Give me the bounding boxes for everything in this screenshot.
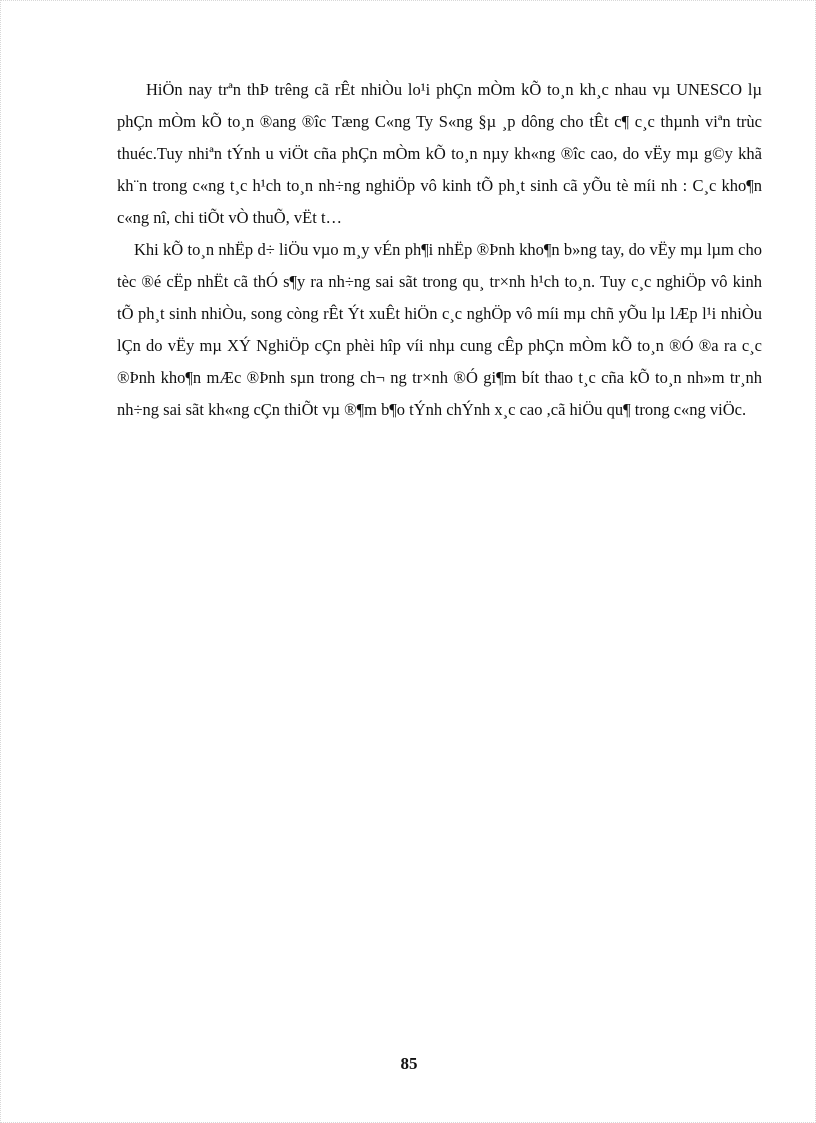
page-number: 85 (400, 1054, 418, 1073)
paragraph-1: HiÖn nay trªn thÞ trêng cã rÊt nhiÒu lo¹i phÇn mÒm kÕ to¸n kh¸c nhau vµ UNESCO lµ phÇn mÒm kÕ to¸n ®ang ®îc Tæng C«ng Ty S«ng §µ ¸p dông cho tÊt c¶ c¸c thµnh viªn trùc thuéc.Tuy nhiªn tÝnh u viÖt cña phÇn mÒm kÕ to¸n nµy kh«ng ®îc cao, do vËy mµ g©y khã kh¨n trong c«ng t¸c h¹ch to¸n nh÷ng nghiÖp vô kinh tÕ ph¸t sinh cã yÕu tè míi nh : C¸c kho¶n c«ng nî, chi tiÕt vÒ thuÕ, vËt t… (117, 80, 762, 227)
paragraph-2: Khi kÕ to¸n nhËp d÷ liÖu vµo m¸y vÉn ph¶i nhËp ®Þnh kho¶n b»ng tay, do vËy mµ lµm cho tèc ®é cËp nhËt cã thÓ s¶y ra nh÷ng sai sãt trong qu¸ tr×nh h¹ch to¸n. Tuy c¸c nghiÖp vô kinh tÕ ph¸t sinh nhiÒu, song còng rÊt Ýt xuÊt hiÖn c¸c nghÖp vô míi mµ chñ yÕu lµ lÆp l¹i nhiÒu lÇn do vËy mµ XÝ NghiÖp cÇn phèi hîp víi nhµ cung cÊp phÇn mÒm kÕ to¸n ®Ó ®a ra c¸c ®Þnh kho¶n mÆc ®Þnh sµn trong ch¬ ng tr×nh ®Ó gi¶m bít thao t¸c cña kÕ to¸n nh»m tr¸nh nh÷ng sai sãt kh«ng cÇn thiÕt vµ ®¶m b¶o tÝnh chÝnh x¸c cao ,cã hiÖu qu¶ trong c«ng viÖc. (117, 240, 762, 419)
body-text (117, 74, 762, 426)
